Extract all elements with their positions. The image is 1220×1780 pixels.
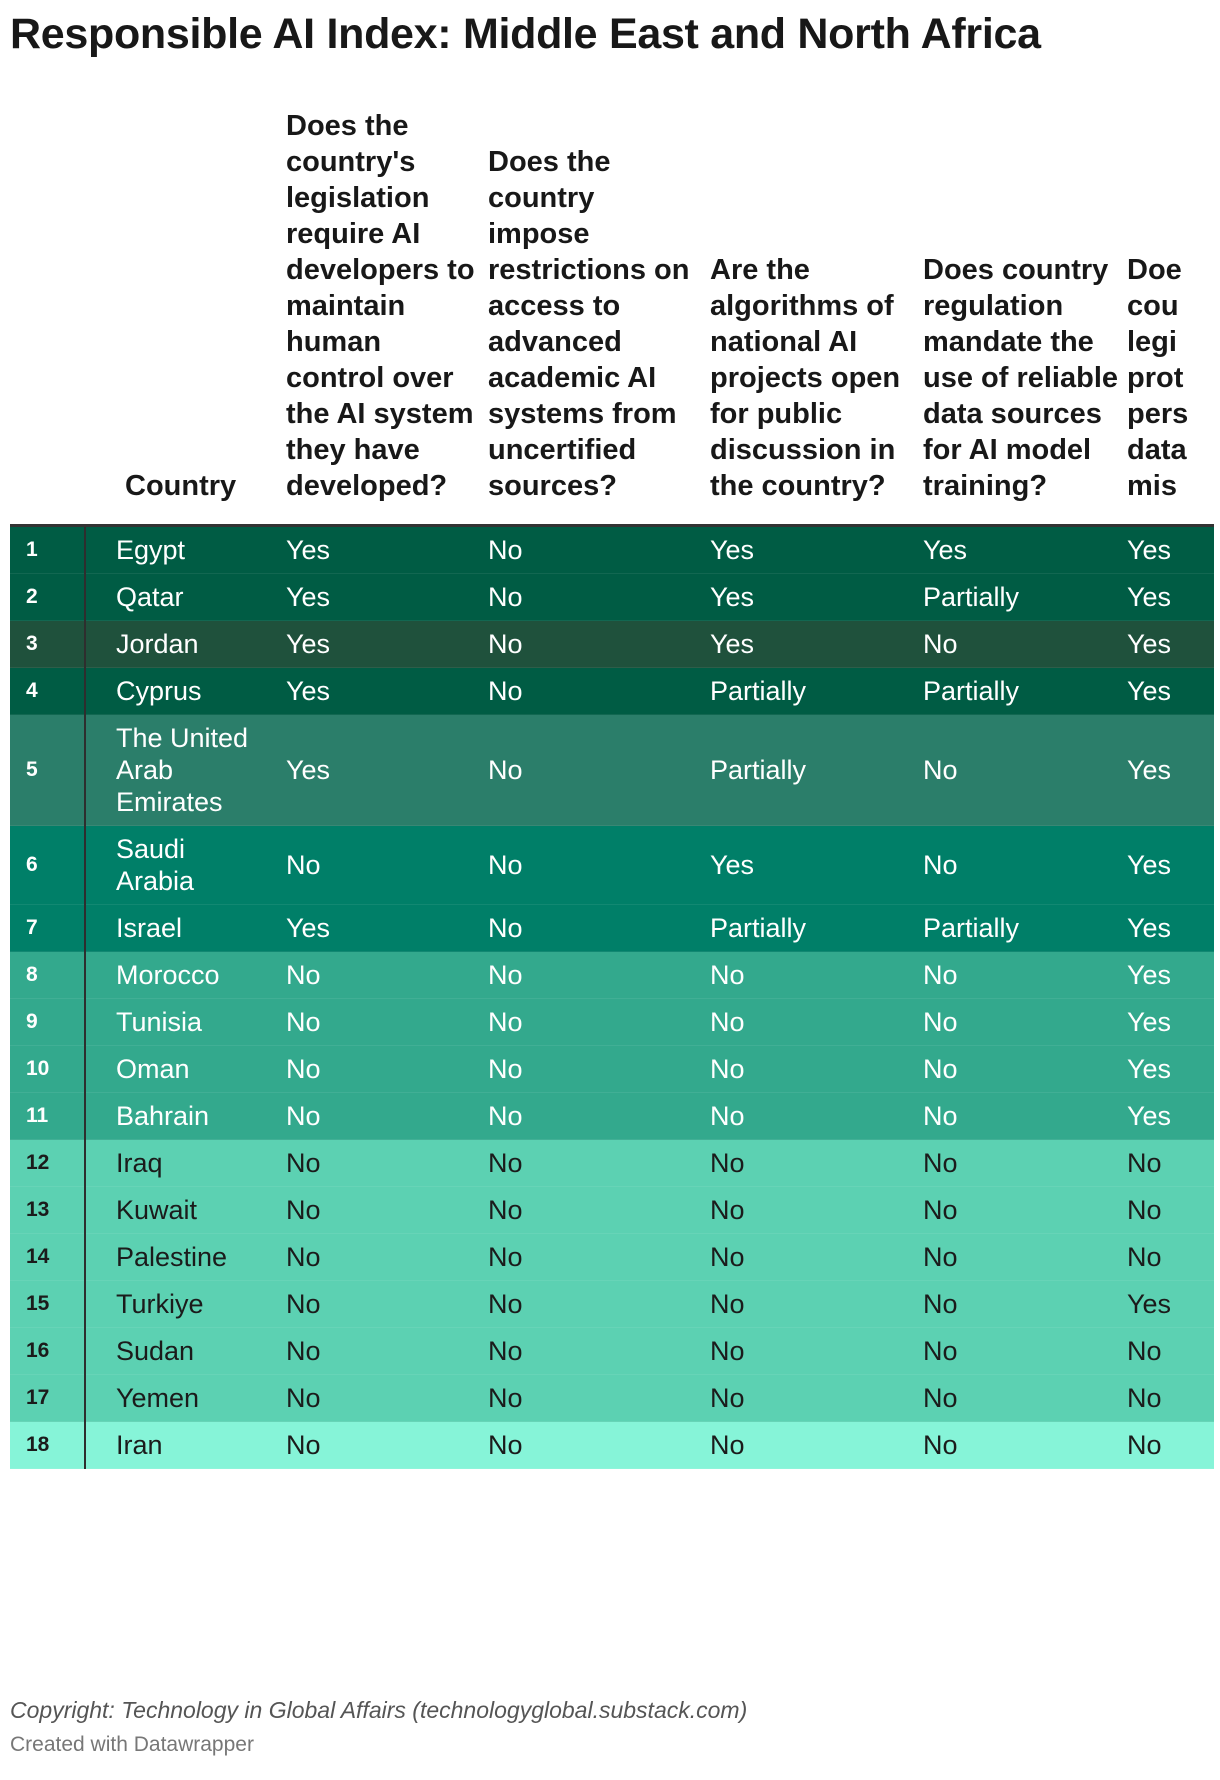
table-row (10, 574, 1214, 621)
country-cell: Morocco (85, 952, 266, 999)
rank-cell: 18 (10, 1422, 85, 1469)
table-row (10, 1375, 1214, 1422)
answer-cell: No (923, 1140, 1127, 1187)
answer-cell: Yes (710, 526, 923, 574)
answer-cell: No (923, 952, 1127, 999)
answer-cell: No (266, 826, 488, 905)
column-header-reliable-data[interactable]: Does country regulation mandate the use of reliable data sources for AI model training? (923, 108, 1127, 526)
rank-cell: 1 (10, 526, 85, 574)
column-header-access-restrictions[interactable]: Does the country impose restrictions on access to advanced academic AI systems from uncertified sources? (488, 108, 710, 526)
answer-cell: Yes (1127, 826, 1214, 905)
rank-cell: 15 (10, 1281, 85, 1328)
country-cell: Cyprus (85, 668, 266, 715)
answer-cell: No (923, 1281, 1127, 1328)
column-header-fragment: Doe (1127, 254, 1182, 286)
table-row (10, 1281, 1214, 1328)
answer-cell: No (710, 1328, 923, 1375)
rank-cell: 6 (10, 826, 85, 905)
answer-cell: No (923, 1234, 1127, 1281)
answer-cell: No (710, 999, 923, 1046)
answer-cell: Yes (266, 621, 488, 668)
table-row (10, 826, 1214, 905)
rank-cell: 17 (10, 1375, 85, 1422)
answer-cell: No (923, 999, 1127, 1046)
table-row (10, 1234, 1214, 1281)
country-cell: Tunisia (85, 999, 266, 1046)
answer-cell: No (923, 1093, 1127, 1140)
country-cell: Qatar (85, 574, 266, 621)
table-row (10, 1187, 1214, 1234)
answer-cell: Yes (1127, 905, 1214, 952)
column-header-fragment: mis (1127, 470, 1177, 502)
table-row (10, 621, 1214, 668)
country-cell: Turkiye (85, 1281, 266, 1328)
answer-cell: No (1127, 1422, 1214, 1469)
rank-cell: 9 (10, 999, 85, 1046)
answer-cell: No (923, 1328, 1127, 1375)
country-cell: Yemen (85, 1375, 266, 1422)
column-header-fragment: cou (1127, 290, 1179, 322)
answer-cell: No (488, 668, 710, 715)
answer-cell: No (488, 1281, 710, 1328)
answer-cell: No (710, 1093, 923, 1140)
country-cell: Oman (85, 1046, 266, 1093)
answer-cell: No (710, 1234, 923, 1281)
rank-cell: 10 (10, 1046, 85, 1093)
country-cell: The United Arab Emirates (85, 715, 266, 826)
answer-cell: No (488, 1328, 710, 1375)
data-table-container[interactable] (10, 108, 1214, 1469)
answer-cell: Yes (710, 621, 923, 668)
table-row (10, 668, 1214, 715)
answer-cell: Partially (710, 668, 923, 715)
answer-cell: No (266, 1328, 488, 1375)
answer-cell: Yes (1127, 621, 1214, 668)
country-cell: Sudan (85, 1328, 266, 1375)
answer-cell: Yes (266, 574, 488, 621)
country-cell: Jordan (85, 621, 266, 668)
answer-cell: Partially (923, 905, 1127, 952)
answer-cell: No (710, 952, 923, 999)
answer-cell: No (1127, 1140, 1214, 1187)
answer-cell: No (266, 1281, 488, 1328)
answer-cell: No (488, 999, 710, 1046)
country-cell: Iran (85, 1422, 266, 1469)
country-cell: Bahrain (85, 1093, 266, 1140)
answer-cell: No (923, 621, 1127, 668)
table-row (10, 1046, 1214, 1093)
answer-cell: No (710, 1281, 923, 1328)
answer-cell: Yes (1127, 715, 1214, 826)
country-cell: Palestine (85, 1234, 266, 1281)
answer-cell: Partially (710, 715, 923, 826)
answer-cell: Yes (1127, 668, 1214, 715)
rank-cell: 3 (10, 621, 85, 668)
answer-cell: Yes (923, 526, 1127, 574)
column-header-rank (10, 108, 85, 526)
answer-cell: No (488, 1375, 710, 1422)
answer-cell: No (266, 999, 488, 1046)
rank-cell: 13 (10, 1187, 85, 1234)
answer-cell: No (488, 1187, 710, 1234)
column-header-fragment: pers (1127, 398, 1189, 430)
table-row (10, 1093, 1214, 1140)
answer-cell: Yes (266, 526, 488, 574)
answer-cell: No (923, 1187, 1127, 1234)
answer-cell: No (923, 1046, 1127, 1093)
country-cell: Saudi Arabia (85, 826, 266, 905)
answer-cell: No (488, 574, 710, 621)
answer-cell: No (266, 1140, 488, 1187)
table-row (10, 526, 1214, 574)
table-row (10, 715, 1214, 826)
answer-cell: No (923, 1375, 1127, 1422)
answer-cell: No (488, 1140, 710, 1187)
answer-cell: Yes (1127, 952, 1214, 999)
answer-cell: No (488, 715, 710, 826)
answer-cell: No (1127, 1187, 1214, 1234)
answer-cell: No (710, 1046, 923, 1093)
rank-cell: 12 (10, 1140, 85, 1187)
rank-cell: 16 (10, 1328, 85, 1375)
column-header-fragment: data (1127, 434, 1187, 466)
answer-cell: No (488, 526, 710, 574)
data-table (10, 108, 1214, 1469)
answer-cell: No (488, 1422, 710, 1469)
answer-cell: No (923, 1422, 1127, 1469)
chart-title: Responsible AI Index: Middle East and North Africa (10, 10, 1041, 58)
answer-cell: No (266, 1234, 488, 1281)
answer-cell: No (488, 826, 710, 905)
table-body (10, 526, 1214, 1469)
answer-cell: Yes (710, 826, 923, 905)
answer-cell: No (923, 826, 1127, 905)
answer-cell: Partially (710, 905, 923, 952)
column-header-country[interactable]: Country (85, 108, 266, 526)
answer-cell: No (266, 1093, 488, 1140)
table-row (10, 1140, 1214, 1187)
table-row (10, 1422, 1214, 1469)
header-row (10, 108, 1214, 526)
answer-cell: Yes (266, 668, 488, 715)
answer-cell: Yes (266, 715, 488, 826)
column-header-algorithms-public[interactable]: Are the algorithms of national AI projects open for public discussion in the country? (710, 108, 923, 526)
country-cell: Egypt (85, 526, 266, 574)
column-header-personal-data[interactable] (1127, 108, 1214, 526)
rank-cell: 8 (10, 952, 85, 999)
table-row (10, 905, 1214, 952)
country-cell: Israel (85, 905, 266, 952)
column-header-human-control[interactable]: Does the country's legislation require AI developers to maintain human control over the AI system they have developed? (266, 108, 488, 526)
country-cell: Iraq (85, 1140, 266, 1187)
answer-cell: No (1127, 1375, 1214, 1422)
datawrapper-credit: Created with Datawrapper (10, 1733, 254, 1756)
answer-cell: No (488, 952, 710, 999)
table-row (10, 952, 1214, 999)
answer-cell: Yes (1127, 1281, 1214, 1328)
answer-cell: Yes (1127, 1093, 1214, 1140)
answer-cell: No (266, 952, 488, 999)
answer-cell: No (710, 1140, 923, 1187)
answer-cell: Yes (1127, 999, 1214, 1046)
table-row (10, 999, 1214, 1046)
answer-cell: No (266, 1046, 488, 1093)
answer-cell: No (488, 905, 710, 952)
rank-cell: 2 (10, 574, 85, 621)
answer-cell: Yes (1127, 574, 1214, 621)
rank-cell: 5 (10, 715, 85, 826)
answer-cell: Partially (923, 574, 1127, 621)
column-header-fragment: prot (1127, 362, 1184, 394)
answer-cell: No (1127, 1328, 1214, 1375)
answer-cell: No (488, 1234, 710, 1281)
answer-cell: No (710, 1375, 923, 1422)
rank-cell: 11 (10, 1093, 85, 1140)
answer-cell: No (488, 621, 710, 668)
answer-cell: No (1127, 1234, 1214, 1281)
column-header-fragment: legi (1127, 326, 1177, 358)
answer-cell: No (710, 1187, 923, 1234)
table-row (10, 1328, 1214, 1375)
rank-cell: 4 (10, 668, 85, 715)
rank-cell: 14 (10, 1234, 85, 1281)
country-cell: Kuwait (85, 1187, 266, 1234)
answer-cell: No (488, 1093, 710, 1140)
answer-cell: Yes (1127, 1046, 1214, 1093)
answer-cell: No (266, 1422, 488, 1469)
rank-cell: 7 (10, 905, 85, 952)
answer-cell: Yes (710, 574, 923, 621)
answer-cell: Partially (923, 668, 1127, 715)
answer-cell: No (923, 715, 1127, 826)
answer-cell: No (266, 1187, 488, 1234)
copyright-note: Copyright: Technology in Global Affairs (technologyglobal.substack.com) (10, 1697, 748, 1723)
answer-cell: No (488, 1046, 710, 1093)
answer-cell: No (710, 1422, 923, 1469)
answer-cell: Yes (1127, 526, 1214, 574)
answer-cell: No (266, 1375, 488, 1422)
answer-cell: Yes (266, 905, 488, 952)
